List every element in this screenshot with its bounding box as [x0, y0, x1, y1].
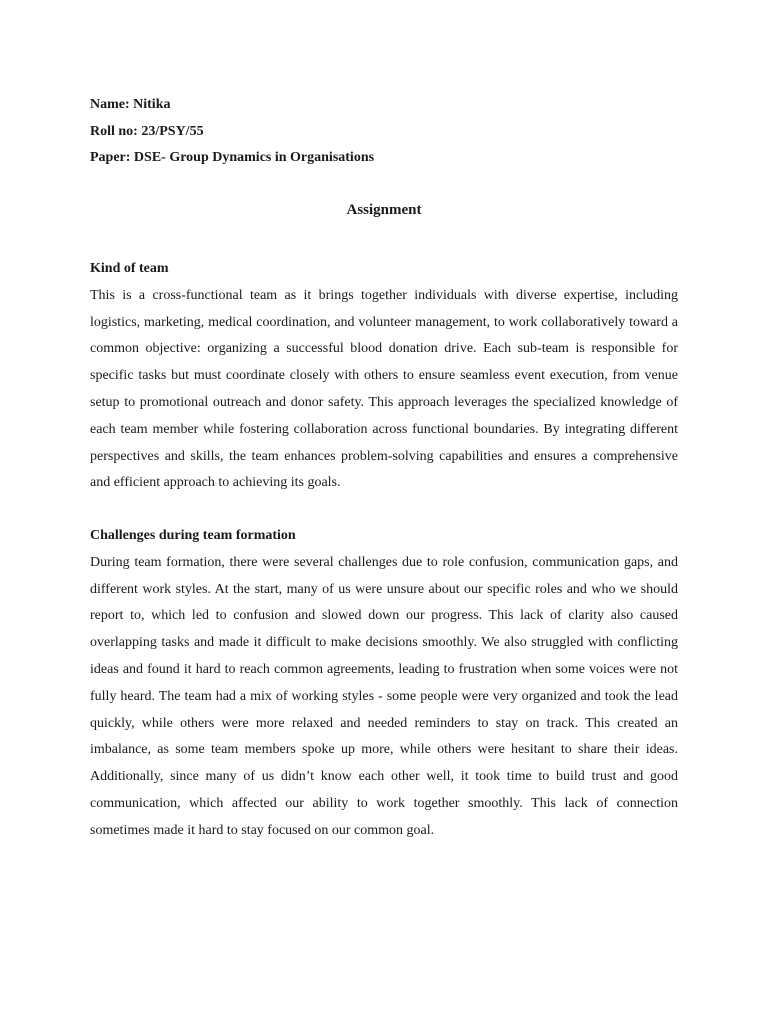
paper-title: Paper: DSE- Group Dynamics in Organisations [90, 150, 375, 165]
section-paragraph: This is a cross-functional team as it brings together individuals with diverse expertise, including logistics, marketing, medical coordination, and volunteer management, to work collaboratively toward a common objective: organizing a successful blood donation drive. Each sub-team is responsible for specific tasks but must coordinate closely with others to ensure seamless event execution, from venue setup to promotional outreach and donor safety. This approach leverages the specialized knowledge of each team member while fostering collaboration across functional boundaries. By integrating different perspectives and skills, the team enhances problem-solving capabilities and ensures a comprehensive and efficient approach to achieving its goals. [90, 287, 678, 491]
section-kind-of-team [90, 256, 678, 497]
roll-number: Roll no: 23/PSY/55 [90, 123, 204, 139]
document-page [90, 92, 678, 838]
student-name: Name: Nitika [90, 97, 171, 112]
section-paragraph: During team formation, there were several challenges due to role confusion, communication gaps, and different work styles. At the start, many of us were unsure about our specific roles and who we should report to, which led to confusion and slowed down our progress. This lack of clarity also caused overlapping tasks and made it difficult to make decisions smoothly. We also struggled with conflicting ideas and found it hard to reach common agreements, leading to frustration when some voices were not fully heard. The team had a mix of working styles - some people were very organized and took the lead quickly, while others were more relaxed and needed reminders to stay on track. This created an imbalance, as some team members spoke up more, while others were hesitant to share their ideas. Additionally, since many of us didn’t know each other well, it took time to build trust and good communication, which affected our ability to work together smoothly. This lack of connection sometimes made it hard to stay focused on our common goal. [90, 554, 678, 838]
section-heading: Kind of team [90, 261, 169, 276]
document-title: Assignment [346, 202, 422, 218]
section-challenges [90, 523, 678, 845]
section-heading: Challenges during team formation [90, 528, 296, 543]
